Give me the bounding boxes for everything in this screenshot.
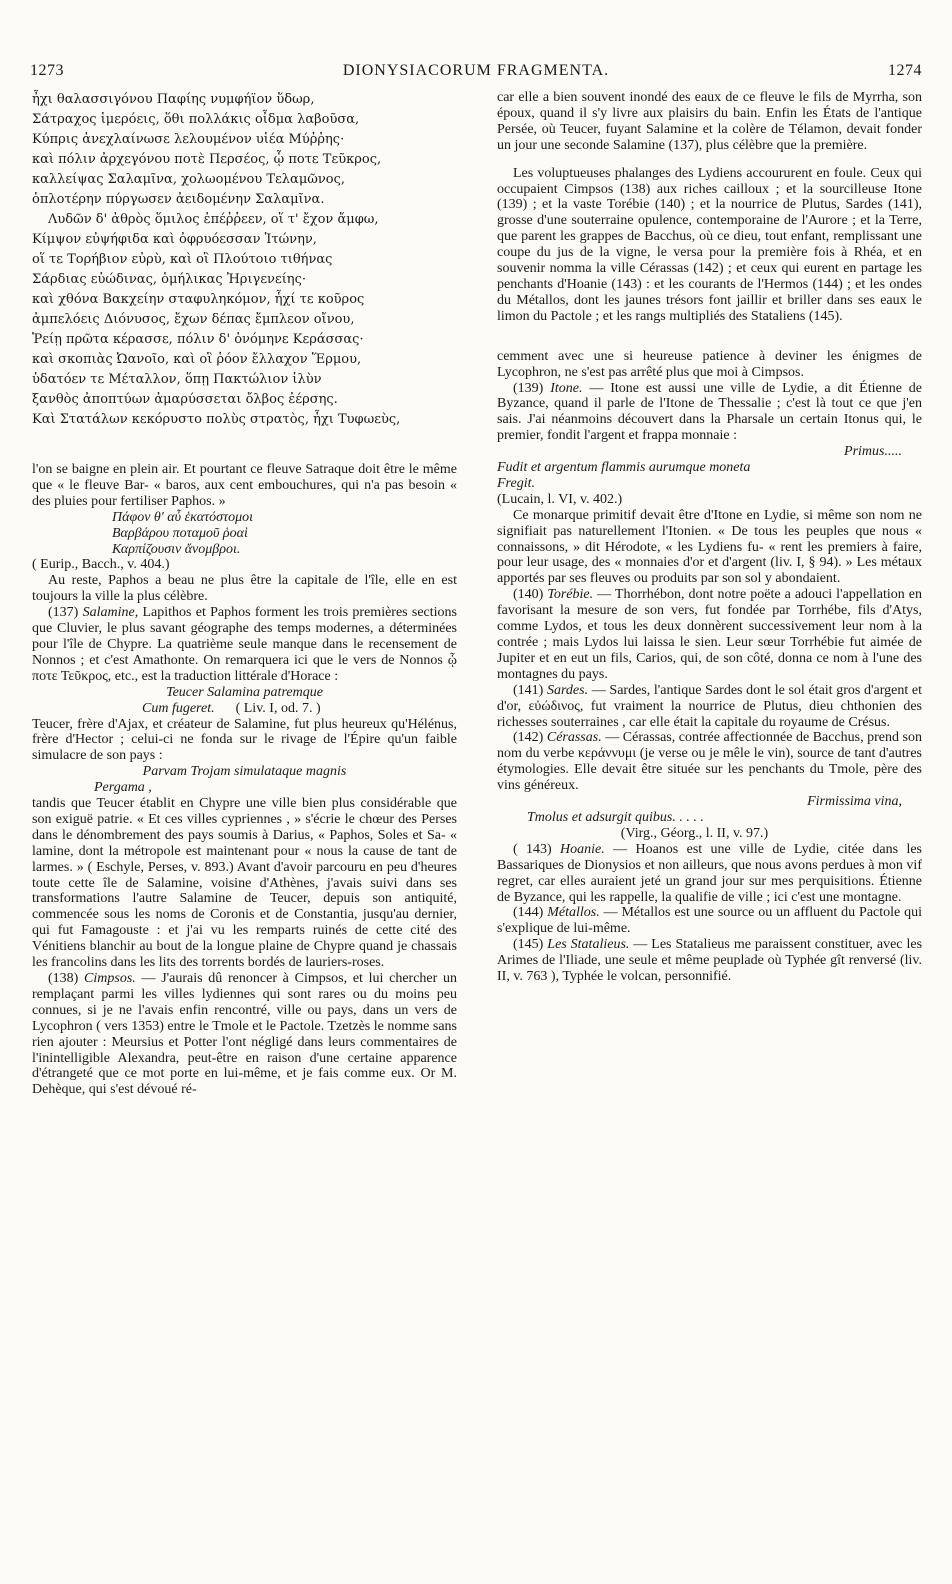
note-140 (497, 587, 922, 682)
greek-line: Κίμψον εὐψήφιδα καὶ ὀφρυόεσσαν Ἰτώνην, (32, 232, 317, 247)
note-title: Itone. (550, 380, 583, 396)
greek-line: οἵ τε Τορήβιον εὐρὺ, καὶ οἳ Πλούτοιο τιθήνας (32, 252, 333, 267)
latin-quote: Parvam Trojam simulataque magnis (142, 764, 347, 780)
note-number: ( 143) (513, 841, 552, 857)
right-notes (497, 349, 922, 985)
note-text: Teucer, frère d'Ajax, et créateur de Salamine, fut plus heureux qu'Hélénus, frère d'Hector ; celui-ci ne fonda sur le rivage de l'Épire qu'un faible simulacre de son pays : (32, 716, 457, 764)
note-title: Les Statalieus. (547, 937, 630, 953)
note-text: Au reste, Paphos a beau ne plus être la capitale de l'île, elle en est toujours la ville la plus célèbre. (32, 573, 457, 605)
note-143 (497, 842, 922, 906)
running-title: DIONYSIACORUM FRAGMENTA. (342, 62, 610, 79)
greek-line: Σάτραχος ἱμερόεις, ὅθι πολλάκις οἶδμα λαβοῦσα, (32, 112, 360, 127)
note-number: (138) (48, 971, 79, 986)
greek-line: καὶ πόλιν ἀρχεγόνου ποτὲ Περσέος, ᾧ ποτε Τεῦκρος, (32, 152, 382, 167)
latin-quote: Pergama , (94, 780, 152, 796)
left-notes (32, 462, 457, 1098)
greek-line: ὑδατόεν τε Μέταλλον, ὅπῃ Πακτώλιον ἰλὺν (32, 372, 322, 387)
note-number: (137) (48, 605, 79, 621)
note-number: (139) (513, 380, 544, 396)
note-body: — Hoanos est une ville de Lydie, citée dans les Bassariques de Dionysios et non ailleurs, que nous avons perdues à mon vif regret, car elles auraient jeté un grand jour sur mes perquisitions. Étienne de Byzance, qui les rappelle, la qualifie de ville ; ici c'est une montagne. (497, 841, 922, 905)
right-column (497, 90, 922, 985)
note-139 (497, 381, 922, 445)
note-138 (32, 971, 457, 1098)
greek-line: καλλείψας Σαλαμῖνα, χολωομένου Τελαμῶνος, (32, 172, 346, 187)
greek-line: καὶ χθόνα Βακχείην σταφυληκόμον, ἧχί τε κοῦρος (32, 292, 365, 307)
citation: ( Eurip., Bacch., v. 404.) (32, 557, 170, 573)
greek-line: Λυδῶν δ' ἀθρὸς ὅμιλος ἐπέῤῥεεν, οἵ τ' ἔχον ἄμφω, (48, 212, 379, 227)
latin-quote: Primus..... (844, 444, 902, 460)
latin-quote: Firmissima vina, (807, 794, 902, 810)
translation-text: car elle a bien souvent inondé des eaux de ce fleuve le fils de Myrrha, son époux, quand il s'y livre aux plaisirs du bain. Enfin les États de l'antique Persée, où Teucer, fuyant Salamine et la colère de Télamon, devait fonder un jour une seconde Salamine (137), plus célèbre que la première. (497, 90, 922, 153)
greek-line: Κύπρις ἀνεχλαίνωσε λελουμένον υἱέα Μύῤῥης· (32, 132, 345, 147)
greek-line: ἦχι θαλασσιγόνου Παφίης νυμφήϊον ὕδωρ, (32, 92, 315, 107)
latin-quote: Fudit et argentum flammis aurumque moneta (497, 460, 751, 476)
greek-line: ὁπλοτέρην πύργωσεν ἀειδομένην Σαλαμῖνα. (32, 192, 325, 207)
note-141 (497, 683, 922, 731)
latin-quote (32, 701, 457, 717)
latin-quote: Tmolus et adsurgit quibus. . . . . (527, 809, 704, 825)
note-title: Métallos. (547, 905, 600, 921)
note-text: l'on se baigne en plein air. Et pourtant ce fleuve Satraque doit être le même que « le fleuve Bar- « baros, aux cent embouchures, qui n'a pas besoin « des pluies pour fertiliser Paphos. » (32, 462, 457, 509)
note-body: — Sardes, l'antique Sardes dont le sol était gros d'argent et d'or, εὐώδινος, fut vraiment la nourrice de Plutus, dieu chthonien des richesses souterraines , car elle était la capitale du royaume de Crésus. (497, 682, 922, 730)
note-145 (497, 937, 922, 985)
page-number-right: 1274 (888, 62, 922, 79)
greek-line: ξανθὸς ἀποπτύων ἀμαρύσσεται ὄλβος ἐέρσης. (32, 392, 338, 407)
quote-line: Cum fugeret. (142, 700, 215, 716)
note-title: Torébie. (547, 587, 594, 603)
note-body: — Métallos est une source ou un affluent du Pactole qui s'explique de lui-même. (497, 905, 922, 937)
citation: ( Liv. I, od. 7. ) (235, 700, 321, 716)
note-title: Cimpsos. (84, 971, 136, 986)
greek-quote (32, 510, 457, 558)
citation: (Virg., Géorg., l. II, v. 97.) (620, 825, 769, 841)
quote-line: Πάφον θ' αὖ ἑκατόστομοι (112, 509, 253, 525)
note-number: (145) (513, 937, 544, 953)
note-body: Lapithos et Paphos forment les trois premières sections que Cluvier, le plus savant géographe des temps modernes, a déterminées pour l'île de Chypre. La quatrième seule manque dans le recensement de Nonnos ; et c'est Amathonte. On remarquera ici que le vers de Nonnos ᾧ ποτε Τεῦκρος, etc., est la traduction littérale d'Horace : (32, 605, 457, 684)
note-body: — J'aurais dû renoncer à Cimpsos, et lui chercher un remplaçant parmi les villes lydiennes qui sont rares ou du moins peu connues, si je ne l'avais enfin rencontré, ville ou pays, dans un vers de Lycophron ( vers 1353) entre le Tmole et le Pactole. Tzetzès le nomme sans rien ajouter : Meursius et Potter l'ont négligé dans leurs commentaires de l'inintelligible Alexandra, peut-être en raison d'une certaine apparence d'étrangeté que ce mot porte en lui-même, et je fais comme eux. Or M. Dehèque, qui s'est dévoué ré- (32, 971, 458, 1098)
note-text: Ce monarque primitif devait être d'Itone en Lydie, si même son nom ne signifiait pas naturellement l'Itonien. « De tous les peuples que nous « connaissons, » dit Hérodote, « les Lydiens fu- « rent les premiers à faire, pour leur usage, des « monnaies d'or et d'argent (liv. I, § 94). » Les métaux apportés par ses fleuves ou produits par son sol y abondaient. (497, 507, 922, 587)
quote-line: Καρπίζουσιν ἄνομβροι. (112, 541, 241, 557)
note-title: Hoanie. (560, 841, 605, 857)
french-translation (497, 90, 922, 325)
quote-line: Βαρβάρου ποταμοῦ ῥοαὶ (112, 525, 248, 541)
note-body: — Thorrhébon, dont notre poëte a adouci l'appellation en favorisant la mesure de son vers, fut fondée par Torrhébe, fils d'Atys, comme Lydos, et tous les deux donnèrent successivement leur nom à la contrée ; mais Lydos lui laissa le sien. Leur sœur Torrhébie fut aimée de Jupiter et en eut un fils, Carios, qui, de son côté, donna ce nom à l'une des montagnes du pays. (497, 587, 923, 682)
left-column (32, 90, 457, 1098)
note-144 (497, 905, 922, 937)
latin-quote: Teucer Salamina patremque (166, 684, 323, 700)
note-142 (497, 730, 922, 794)
greek-verse-block (32, 90, 457, 430)
note-number: (144) (513, 905, 544, 921)
note-137 (32, 605, 457, 685)
greek-line: ἀμπελόεις Διόνυσος, ἔχων δέπας ἔμπλεον οἴνου, (32, 312, 355, 327)
note-title: Cérassas. (546, 730, 602, 746)
note-text: cemment avec une si heureuse patience à deviner les énigmes de Lycophron, ne s'est pas arrêté plus que moi à Cimpsos. (497, 348, 922, 380)
greek-line: Σάρδιας εὐώδινας, ὁμήλικας Ἠριγενείης· (32, 272, 306, 287)
note-body: — Itone est aussi une ville de Lydie, a dit Étienne de Byzance, quand il parle de l'Itone de Thessalie ; c'est là tout ce que j'en sais. J'ai néanmoins découvert dans la Pharsale un certain Itonus qui, le premier, fondit l'argent et frappa monnaie : (497, 380, 923, 444)
translation-text: Les voluptueuses phalanges des Lydiens accoururent en foule. Ceux qui occupaient Cimpsos (138) aux riches cailloux ; et la sourcilleuse Itone (139) ; et la vaste Torébie (140) ; et la nourrice de Plutus, Sardes (141), grosse d'une souterraine opulence, contemporaine de l'Aurore ; et la Terre, que parent les grappes de Bacchus, où ce dieu, tout enfant, remplissant une coupe du jus de la vigne, le versa pour la première fois à Rhéa, et en souvenir nomma la ville Cérassas (142) ; et ceux qui eurent en partage les penchants d'Hoanie (143) : et les courants de l'Hermos (144) ; et les ondes du Métallos, dont les jaunes trésors font jaillir et briller dans ses eaux le limon du Pactole ; et les rangs multipliés des Stataliens (145). (497, 165, 922, 324)
page-header (30, 62, 922, 86)
note-number: (140) (513, 587, 544, 603)
note-body: — Cérassas, contrée affectionnée de Bacchus, prend son nom du verbe κεράννυμι (je verse ou je mêle le vin), source de tant d'autres étymologies. Elle devait être située sur les penchants du Tmole, père des vins généreux. (497, 730, 922, 794)
note-number: (141) (513, 682, 544, 698)
greek-line: Καὶ Στατάλων κεκόρυστο πολὺς στρατὸς, ἧχι Τυφωεὺς, (32, 412, 401, 427)
note-number: (142) (513, 730, 544, 746)
greek-line: Ῥείῃ πρῶτα κέρασσε, πόλιν δ' ὀνόμηνε Κεράσσας· (32, 332, 364, 347)
page-number-left: 1273 (30, 62, 64, 79)
note-title: Sardes. (547, 682, 589, 698)
citation: (Lucain, l. VI, v. 402.) (497, 491, 623, 507)
note-text: tandis que Teucer établit en Chypre une ville bien plus considérable que son exiguë patrie. « Et ces villes cypriennes , » s'écrie le chœur des Perses dans le dénombrement des pays soumis à Darius, « Paphos, Soles et Sa- « lamine, dont la métropole est maintenant pour « nous la cause de tant de larmes. » ( Eschyle, Perses, v. 893.) Avant d'avoir parcouru en peu d'heures toute cette île de Salamine, voisine d'Athènes, j'avais suivi dans ses transformations l'autre Salamine de Teucer, depuis son antiquité, commencée sous les noms de Coronis et de Constantia, jusqu'au dernier, qui fut Famagouste : et j'ai vu les remparts ruinés de cette cité des Vénitiens blanchir au bout de la longue plaine de Chypre quand je chassais les francolins dans les lits des torrents bordés de lauriers-roses. (32, 796, 457, 971)
latin-quote: Fregit. (497, 475, 535, 491)
note-title: Salamine, (82, 605, 139, 621)
note-body: — Les Statalieus me paraissent constituer, avec les Arimes de l'Iliade, une seule et même peuplade où Typhée gît renversé (liv. II, v. 763 ), Typhée le volcan, personnifié. (497, 937, 923, 985)
greek-line: καὶ σκοπιὰς Ὠανοῖο, καὶ οἳ ῥόον ἔλλαχον Ἕρμου, (32, 352, 362, 367)
